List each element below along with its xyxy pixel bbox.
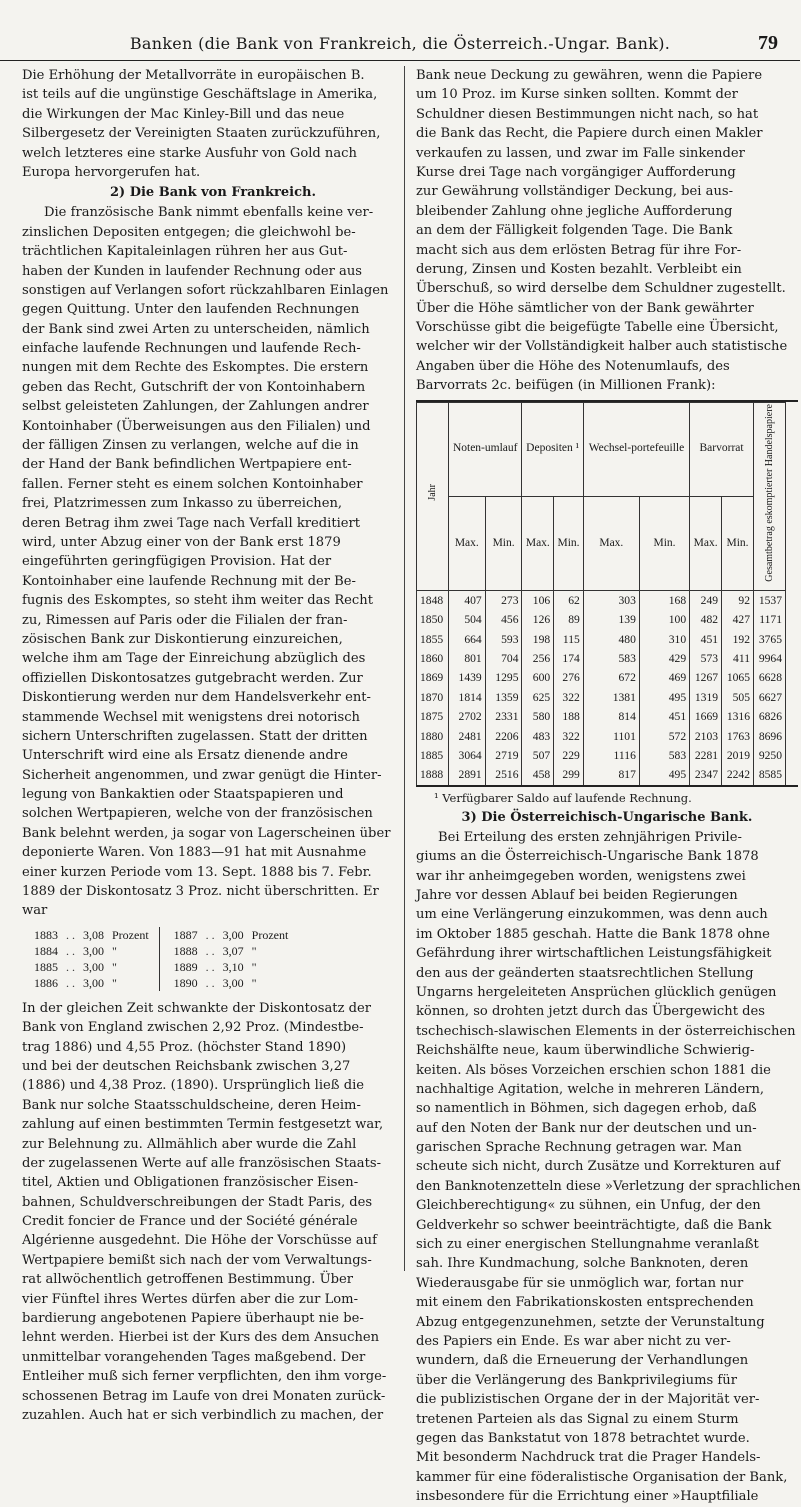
text-line: zinslichen Depositen entgegen; die gleichwohl be- [22,224,356,240]
rate-value: 3,00 [83,959,104,974]
text-line: Kontoinhaber eine laufende Rechnung mit der Be- [22,573,356,589]
text-line: Kontoinhaber (Überweisungen aus den Filialen) und [22,418,371,434]
text-line: Kurse drei Tage nach vorgängiger Aufforderung [416,164,736,180]
table-row [417,668,786,687]
text-line: zur Gewährung vollständiger Deckung, bei aus- [416,184,734,200]
text-line: titel, Aktien und Obligationen französischer Eisen- [22,1175,359,1191]
rate-year: 1887 [173,927,198,942]
text-line: sich zu einer energischen Stellungnahme veranlaßt [416,1237,759,1253]
table-row [417,727,786,746]
discount-comparison-paragraph [22,999,404,1426]
dots: . . [66,943,75,958]
value-cell: 814 [583,707,639,726]
value-cell: 2206 [485,727,522,746]
col-header-wechsel: Wechsel-portefeuille [583,402,689,496]
text-line: Bank belehnt werden, ja sogar von Lagerscheinen über [22,825,391,841]
text-line: kammer für eine föderalistische Organisation der Bank, [416,1469,788,1485]
text-line: nungen mit dem Rechte des Eskomptes. Die erstern [22,360,369,376]
statistics-table [416,402,786,785]
rate-year: 1889 [173,959,198,974]
intro-paragraph [22,66,404,182]
text-line: Diskontierung werden nur dem Handelsverkehr ent- [22,690,371,706]
text-line: 1889 der Diskontosatz 3 Proz. nicht überschritten. Er [22,884,379,900]
text-line: In der gleichen Zeit schwankte der Diskontosatz der [22,1000,372,1016]
rate-value: 3,00 [83,943,104,958]
col-header-max: Max. [583,496,639,590]
text-line: welcher wir der Vollständigkeit halber auch statistische [416,339,788,355]
value-cell: 407 [448,590,485,610]
rate-unit: Prozent [108,927,159,943]
text-line: stammende Wechsel mit wenigstens drei notorisch [22,709,360,725]
value-cell: 483 [522,727,554,746]
value-cell: 126 [522,610,554,629]
dots: . . [66,975,75,990]
value-cell: 672 [583,668,639,687]
text-line: zur Belehnung zu. Allmählich aber wurde die Zahl [22,1136,357,1152]
rate-row [30,927,292,943]
table-row [417,610,786,629]
text-line: unmittelbar vorangehenden Tages maßgebend. Der [22,1349,366,1365]
text-line: Sicherheit angenommen, und zwar genügt die Hinter- [22,767,382,783]
value-cell: 192 [722,630,754,649]
col-header-min: Min. [485,496,522,590]
text-line: lehnt werden. Hierbei ist der Kurs des dem Ansuchen [22,1330,380,1346]
value-cell: 6627 [754,688,786,707]
text-line: auf den Noten der Bank nur der deutschen und un- [416,1120,757,1136]
text-line: Ungarns hergeleiteten Ansprüchen glücklich genügen [416,984,777,1000]
text-line: tschechisch-slawischen Elements in der österreichischen [416,1023,796,1039]
value-cell: 469 [639,668,689,687]
text-line: wundern, daß die Erneuerung der Verhandlungen [416,1353,749,1369]
value-cell: 8696 [754,727,786,746]
text-line: der zugelassenen Werte auf alle französischen Staats- [22,1155,381,1171]
value-cell: 168 [639,590,689,610]
text-line: Die französische Bank nimmt ebenfalls keine ver- [44,205,374,221]
value-cell: 456 [485,610,522,629]
rate-value: 3,08 [83,927,104,942]
text-line: keiten. Als böses Vorzeichen erschien schon 1881 die [416,1062,771,1078]
value-cell: 801 [448,649,485,668]
text-line: Überschuß, so wird derselbe dem Schuldner zugestellt. [416,281,786,297]
text-line: deponierte Waren. Von 1883—91 hat mit Ausnahme [22,845,367,861]
text-line: nachhaltige Agitation, welche in mehreren Ländern, [416,1081,765,1097]
value-cell: 427 [722,610,754,629]
text-line: zuzahlen. Auch hat er sich verbindlich zu machen, der [22,1408,384,1423]
text-line: welche ihm am Tage der Einreichung abzüglich des [22,651,366,667]
value-cell: 100 [639,610,689,629]
year-cell: 1880 [417,727,449,746]
table-row [417,746,786,765]
value-cell: 303 [583,590,639,610]
text-line: war ihr anheimgegeben worden, wenigstens zwei [416,868,746,884]
value-cell: 580 [522,707,554,726]
text-line: macht sich aus dem erlösten Betrag für ihre For- [416,242,742,258]
text-line: um eine Verlängerung einzukommen, was denn auch [416,907,768,923]
value-cell: 573 [690,649,722,668]
rate-year: 1886 [34,975,58,990]
value-cell: 115 [554,630,584,649]
page-number: 79 [758,32,778,54]
text-line: mit einem den Fabrikationskosten entsprechenden [416,1295,754,1311]
value-cell: 1116 [583,746,639,765]
rate-unit: Prozent [251,927,289,942]
text-line: und bei der deutschen Reichsbank zwischen 3,27 [22,1058,351,1074]
rate-unit: " [251,975,257,990]
year-cell: 1848 [417,590,449,610]
text-line: wird, unter Abzug einer von der Bank erst 1879 [22,534,341,550]
dots: . . [205,975,215,990]
text-line: (1886) und 4,38 Proz. (1890). Ursprünglich ließ die [22,1078,365,1094]
value-cell: 572 [639,727,689,746]
text-line: Bank von England zwischen 2,92 Proz. (Mindestbe- [22,1020,364,1036]
value-cell: 1295 [485,668,522,687]
year-cell: 1888 [417,765,449,784]
text-line: sah. Ihre Kundmachung, solche Banknoten, deren [416,1256,749,1272]
value-cell: 9250 [754,746,786,765]
value-cell: 2331 [485,707,522,726]
rate-year: 1888 [173,943,198,958]
text-line: den Banknotenzetteln diese »Verletzung der sprachlichen [416,1178,801,1194]
text-line: geben das Recht, Gutschrift der von Kontoinhabern [22,379,366,395]
value-cell: 2702 [448,707,485,726]
text-line: rat allwöchentlich getroffenen Bestimmung. Über [22,1272,354,1288]
col-header-barvorrat: Barvorrat [690,402,754,496]
col-header-max: Max. [690,496,722,590]
text-line: Bank neue Deckung zu gewähren, wenn die Papiere [416,68,763,83]
value-cell: 504 [448,610,485,629]
text-line: Entleiher muß sich ferner verpflichten, den ihm vorge- [22,1369,387,1385]
right-column [416,66,801,1505]
value-cell: 1319 [690,688,722,707]
value-cell: 1381 [583,688,639,707]
value-cell: 2516 [485,765,522,784]
value-cell: 1316 [722,707,754,726]
rate-year: 1884 [34,943,58,958]
col-header-min: Min. [554,496,584,590]
text-line: Schuldner diesen Bestimmungen nicht nach, so hat [416,106,759,122]
text-line: vier Fünftel ihres Wertes dürfen aber die zur Lom- [22,1291,358,1307]
text-line: um 10 Proz. im Kurse sinken sollten. Kommt der [416,87,738,103]
text-line: Gleichberechtigung« zu sühnen, ein Unfug, der den [416,1198,761,1214]
dots: . . [66,959,75,974]
text-line: einfache laufende Rechnungen und laufende Rech- [22,341,361,357]
col-header-notenumlauf: Noten-umlauf [448,402,522,496]
value-cell: 2481 [448,727,485,746]
col-header-max: Max. [448,496,485,590]
value-cell: 1171 [754,610,786,629]
text-line: über die Verlängerung des Bankprivilegiums für [416,1372,737,1388]
text-line: gegen Quittung. Unter den laufenden Rechnungen [22,302,360,318]
year-cell: 1850 [417,610,449,629]
text-line: welch letzteres eine starke Ausfuhr von Gold nach [22,145,357,161]
rate-row [30,959,292,975]
value-cell: 299 [554,765,584,784]
text-line: offiziellen Diskontosatzes gutgebracht werden. Zur [22,670,363,686]
text-line: zahlung auf einen bestimmten Termin festgesetzt war, [22,1117,384,1133]
text-line: Vorschüsse gibt die beigefügte Tabelle eine Übersicht, [416,320,779,336]
advances-paragraph [416,66,798,396]
value-cell: 1669 [690,707,722,726]
value-cell: 625 [522,688,554,707]
value-cell: 2891 [448,765,485,784]
value-cell: 583 [583,649,639,668]
col-header-depositen: Depositen ¹ [522,402,583,496]
rate-value: 3,00 [222,927,244,942]
text-line: war [22,903,48,919]
value-cell: 495 [639,765,689,784]
text-line: der fälligen Zinsen zu verlangen, welche auf die in [22,438,359,454]
value-cell: 429 [639,649,689,668]
text-line: Bank nur solche Staatsschuldscheine, deren Heim- [22,1097,361,1113]
text-line: des Papiers ein Ende. Es war aber nicht zu ver- [416,1333,731,1349]
value-cell: 322 [554,688,584,707]
value-cell: 6628 [754,668,786,687]
value-cell: 2347 [690,765,722,784]
rate-value: 3,00 [83,975,104,990]
rate-value: 3,07 [222,943,244,958]
text-line: derung, Zinsen und Kosten bezahlt. Verbleibt ein [416,261,742,277]
text-line: garischen Sprache Rechnung getragen war. Man [416,1140,742,1156]
text-line: Abzug entgegenzunehmen, setzte der Verunstaltung [416,1314,765,1330]
value-cell: 106 [522,590,554,610]
dots: . . [66,927,75,942]
value-cell: 2019 [722,746,754,765]
rate-unit: " [108,959,159,975]
col-header-jahr: Jahr [417,402,449,590]
rate-unit: " [108,943,159,959]
value-cell: 198 [522,630,554,649]
text-line: trag 1886) und 4,55 Proz. (höchster Stand 1890) [22,1039,347,1055]
value-cell: 2103 [690,727,722,746]
value-cell: 451 [690,630,722,649]
text-line: scheute sich nicht, durch Zusätze und Korrekturen auf [416,1159,781,1175]
text-line: bahnen, Schuldverschreibungen der Stadt Paris, des [22,1194,373,1210]
text-line: insbesondere für die Errichtung einer »Hauptfiliale [416,1489,759,1505]
section-heading-bank-of-france: 2) Die Bank von Frankreich. [109,185,316,201]
text-line: den aus der geänderten staatsrechtlichen Stellung [416,965,754,981]
text-line: die Bank das Recht, die Papiere durch einen Makler [416,126,763,142]
text-line: sonstigen auf Verlangen sofort rückzahlbaren Einlagen [22,282,389,298]
text-line: so namentlich in Böhmen, sich dagegen erhob, daß [416,1101,757,1117]
text-line: der Hand der Bank befindlichen Wertpapiere ent- [22,457,352,473]
text-line: der Bank sind zwei Arten zu unterscheiden, nämlich [22,321,370,337]
text-line: Unterschrift wird eine als Ersatz dienende andre [22,748,348,764]
col-header-min: Min. [722,496,754,590]
bank-of-france-paragraph [22,203,404,920]
value-cell: 139 [583,610,639,629]
text-line: legung von Bankaktien oder Staatspapieren und [22,787,344,803]
text-line: Gefährdung ihrer wirtschaftlichen Leistungsfähigkeit [416,946,772,962]
value-cell: 451 [639,707,689,726]
header-title: Banken (die Bank von Frankreich, die Österreich.-Ungar. Bank). [129,34,671,53]
value-cell: 310 [639,630,689,649]
rate-value: 3,00 [222,975,244,990]
text-line: deren Betrag ihm zwei Tage nach Verfall kreditiert [22,515,361,531]
text-line: Credit foncier de France und der Société générale [22,1214,358,1230]
rate-year: 1885 [34,959,58,974]
value-cell: 273 [485,590,522,610]
text-line: Wiederausgabe für sie unmöglich war, fortan nur [416,1275,744,1291]
text-line: Über die Höhe sämtlicher von der Bank gewährter [416,300,754,316]
value-cell: 1267 [690,668,722,687]
running-header [0,28,800,61]
text-line: bleibender Zahlung ohne jegliche Aufforderung [416,203,733,219]
value-cell: 2719 [485,746,522,765]
value-cell: 2242 [722,765,754,784]
year-cell: 1860 [417,649,449,668]
year-cell: 1869 [417,668,449,687]
value-cell: 6826 [754,707,786,726]
rate-unit: " [251,959,257,974]
text-line: haben der Kunden in laufender Rechnung oder aus [22,263,363,279]
value-cell: 322 [554,727,584,746]
col-header-min: Min. [639,496,689,590]
text-line: Jahre vor dessen Ablauf bei beiden Regierungen [416,888,738,903]
text-line: Geldverkehr so schwer beeinträchtigte, daß die Bank [416,1217,772,1233]
value-cell: 411 [722,649,754,668]
col-header-gesamtbetrag: Gesamtbetrag eskomptierter Handelspapiere [754,402,786,590]
rate-year: 1890 [173,975,198,990]
col-header-max: Max. [522,496,554,590]
text-line: Barvorrats 2c. beifügen (in Millionen Frank): [416,378,716,394]
value-cell: 458 [522,765,554,784]
rate-row [30,943,292,959]
statistics-table-frame [416,400,798,787]
column-divider [404,66,405,1271]
table-footnote: ¹ Verfügbarer Saldo auf laufende Rechnung. [434,790,692,805]
dots: . . [205,959,215,974]
value-cell: 3064 [448,746,485,765]
austro-hungarian-bank-paragraph [416,828,801,1507]
text-line: Angaben über die Höhe des Notenumlaufs, des [416,358,730,374]
text-line: im Oktober 1885 geschah. Hatte die Bank 1878 ohne [416,926,770,942]
rate-value: 3,10 [222,959,244,974]
value-cell: 704 [485,649,522,668]
text-line: giums an die Österreichisch-Ungarische Bank 1878 [416,849,759,865]
value-cell: 1359 [485,688,522,707]
value-cell: 174 [554,649,584,668]
value-cell: 1101 [583,727,639,746]
text-line: tretenen Parteien als das Signal zu einem Sturm [416,1411,739,1427]
discount-rate-table [30,927,292,991]
rate-year: 1883 [34,927,58,942]
value-cell: 505 [722,688,754,707]
table-row [417,765,786,784]
value-cell: 9964 [754,649,786,668]
text-line: Mit besonderm Nachdruck trat die Prager Handels- [416,1450,761,1466]
text-line: einer kurzen Periode vom 13. Sept. 1888 bis 7. Febr. [22,864,372,880]
value-cell: 229 [554,746,584,765]
value-cell: 1439 [448,668,485,687]
dots: . . [205,943,215,958]
text-line: Bei Erteilung des ersten zehnjährigen Privile- [438,829,742,845]
value-cell: 276 [554,668,584,687]
text-line: schossenen Betrag im Laufe von drei Monaten zurück- [22,1388,386,1404]
text-line: selbst geleisteten Zahlungen, der Zahlungen andrer [22,399,369,415]
text-line: Reichshälfte neue, kaum überwindliche Schwierig- [416,1043,755,1059]
text-line: die Wirkungen der Mac Kinley-Bill und das neue [22,106,345,122]
value-cell: 482 [690,610,722,629]
text-line: verkaufen zu lassen, und zwar im Falle sinkender [416,145,745,161]
text-line: Wertpapiere bemißt sich nach der vom Verwaltungs- [22,1252,372,1268]
value-cell: 1814 [448,688,485,707]
text-line: frei, Platzrimessen zum Inkasso zu überreichen, [22,496,343,512]
text-line: sichern Unterschriften zugelassen. Statt der dritten [22,728,368,744]
year-cell: 1875 [417,707,449,726]
table-row [417,590,786,610]
value-cell: 92 [722,590,754,610]
value-cell: 593 [485,630,522,649]
text-line: trächtlichen Kapitaleinlagen rühren her aus Gut- [22,244,348,260]
value-cell: 8585 [754,765,786,784]
value-cell: 249 [690,590,722,610]
dots: . . [205,927,215,942]
value-cell: 188 [554,707,584,726]
value-cell: 495 [639,688,689,707]
text-line: können, so drohten jetzt durch das Übergewicht des [416,1004,765,1020]
value-cell: 664 [448,630,485,649]
rate-row [30,975,292,991]
rate-unit: " [108,975,159,991]
value-cell: 480 [583,630,639,649]
text-line: Die Erhöhung der Metallvorräte in europäischen B. [22,68,365,83]
value-cell: 89 [554,610,584,629]
text-line: an dem der Fälligkeit folgenden Tage. Die Bank [416,223,733,239]
value-cell: 2281 [690,746,722,765]
value-cell: 583 [639,746,689,765]
text-line: eingeführten geringfügigen Provision. Hat der [22,554,332,570]
value-cell: 1763 [722,727,754,746]
value-cell: 817 [583,765,639,784]
text-line: zösischen Bank zur Diskontierung einzureichen, [22,631,343,647]
year-cell: 1855 [417,630,449,649]
text-line: fugnis des Eskomptes, so steht ihm weiter das Recht [22,593,373,609]
year-cell: 1870 [417,688,449,707]
text-line: solchen Wertpapieren, welche von der französischen [22,806,373,822]
value-cell: 1537 [754,590,786,610]
text-line: Silbergesetz der Vereinigten Staaten zurückzuführen, [22,126,381,142]
table-row [417,688,786,707]
text-line: ist teils auf die ungünstige Geschäftslage in Amerika, [22,87,378,103]
text-line: die publizistischen Organe der in der Majorität ver- [416,1392,760,1408]
value-cell: 600 [522,668,554,687]
table-row [417,630,786,649]
value-cell: 256 [522,649,554,668]
text-line: bardierung angebotenen Papiere überhaupt nie be- [22,1311,364,1327]
text-line: Algérienne ausgedehnt. Die Höhe der Vorschüsse auf [22,1233,377,1249]
year-cell: 1885 [417,746,449,765]
value-cell: 1065 [722,668,754,687]
value-cell: 62 [554,590,584,610]
table-row [417,707,786,726]
text-line: gegen das Bankstatut von 1878 betrachtet wurde. [416,1430,750,1446]
text-line: Europa hervorgerufen hat. [22,164,201,180]
rate-unit: " [251,943,257,958]
value-cell: 507 [522,746,554,765]
section-heading-austro-hungarian-bank: 3) Die Österreichisch-Ungarische Bank. [461,809,753,825]
value-cell: 3765 [754,630,786,649]
table-row [417,649,786,668]
text-line: fallen. Ferner steht es einem solchen Kontoinhaber [22,476,363,492]
left-column [22,66,404,1423]
text-line: zu, Rimessen auf Paris oder die Filialen der fran- [22,612,348,628]
